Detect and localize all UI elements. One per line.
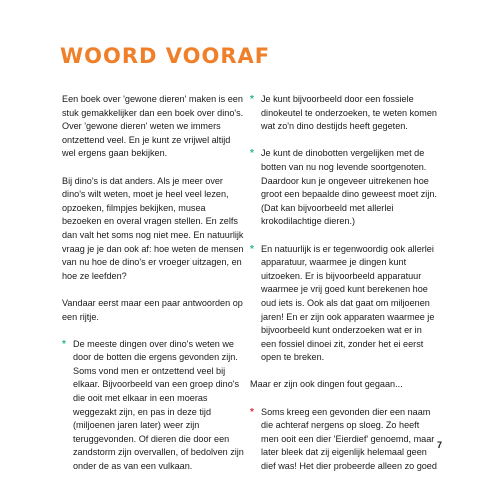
right-column xyxy=(250,93,438,487)
green-star-icon: * xyxy=(250,94,254,105)
bullet-text: De meeste dingen over dino's weten we door de botten die ergens gevonden zijn. Soms vond men er ontzettend veel bij elkaar. Bijvoorbeeld van een groep dino's die ooit met elkaar in een moeras weggezakt zijn, en pas in deze tijd (miljoenen jaren later) weer zijn teruggevonden. Of dieren die door een zandstorm zijn overvallen, of bedolven zijn onder de as van een vulkaan. xyxy=(73,338,244,472)
intro-paragraph-3: Vandaar eerst maar een paar antwoorden op een rijtje. xyxy=(62,297,243,322)
bullet-item xyxy=(250,147,438,229)
green-star-icon: * xyxy=(250,148,254,160)
bullet-item xyxy=(250,243,438,365)
bullet-text: Je kunt de dinobotten vergelijken met de botten van nu nog levende soortgenoten. Daardoor kun je ongeveer uitrekenen hoe groot een bepaalde dino geweest moet zijn. (Dat kan bijvoorbeeld met allerlei krokodilachtige dieren.) xyxy=(261,148,437,227)
green-star-icon: * xyxy=(250,243,254,255)
red-star-icon: * xyxy=(250,406,254,418)
bullet-item xyxy=(62,338,245,474)
left-column xyxy=(62,93,245,487)
bullet-text: Soms kreeg een gevonden dier een naam die achteraf nergens op sloeg. Zo heeft men ooit een dier 'Eierdief' genoemd, maar later bleek dat zij eigenlijk helemaal geen dief was! Het dier probeerde alleen zo goed xyxy=(261,406,437,472)
bullet-text: Je kunt bijvoorbeeld door een fossiele dinokeutel te onderzoeken, te weten komen wat zo'n dino destijds heeft gegeten. xyxy=(261,94,437,132)
intro-paragraph-1: Een boek over 'gewone dieren' maken is een stuk gemakkelijker dan een boek over dino's. Over 'gewone dieren' weten we immers ontzettend veel. En je kunt ze vrijwel altijd wel ergens gaan bekijken. xyxy=(62,94,244,159)
bullet-item xyxy=(250,406,438,474)
bullet-text: En natuurlijk is er tegenwoordig ook allerlei apparatuur, waarmee je dingen kunt uitzoeken. Er is bijvoorbeeld apparatuur waarmee je vrij goed kunt berekenen hoe oud iets is. Ook als dat gaat om miljoenen jaren! En er zijn ook apparaten waarmee je bijvoorbeeld kunt onderzoeken wat er in een fossiel dinoei zit, zonder het ei eerst open te breken. xyxy=(261,243,435,363)
page-title: WOORD VOORAF xyxy=(60,44,271,68)
page-number: 7 xyxy=(437,440,443,450)
intro-paragraph-2: Bij dino's is dat anders. Als je meer over dino's wilt weten, moet je heel veel lezen, opzoeken, filmpjes bekijken, musea bezoeken en overal vragen stellen. En zelfs dan valt het soms nog niet mee. En natuurlijk vraag je je dan ook af: hoe weten de mensen van nu hoe de dino's er vroeger uitzagen, en hoe ze leefden? xyxy=(62,175,244,281)
bullet-item xyxy=(250,93,438,134)
green-star-icon: * xyxy=(62,338,66,350)
transition-paragraph: Maar er zijn ook dingen fout gegaan... xyxy=(250,379,403,390)
